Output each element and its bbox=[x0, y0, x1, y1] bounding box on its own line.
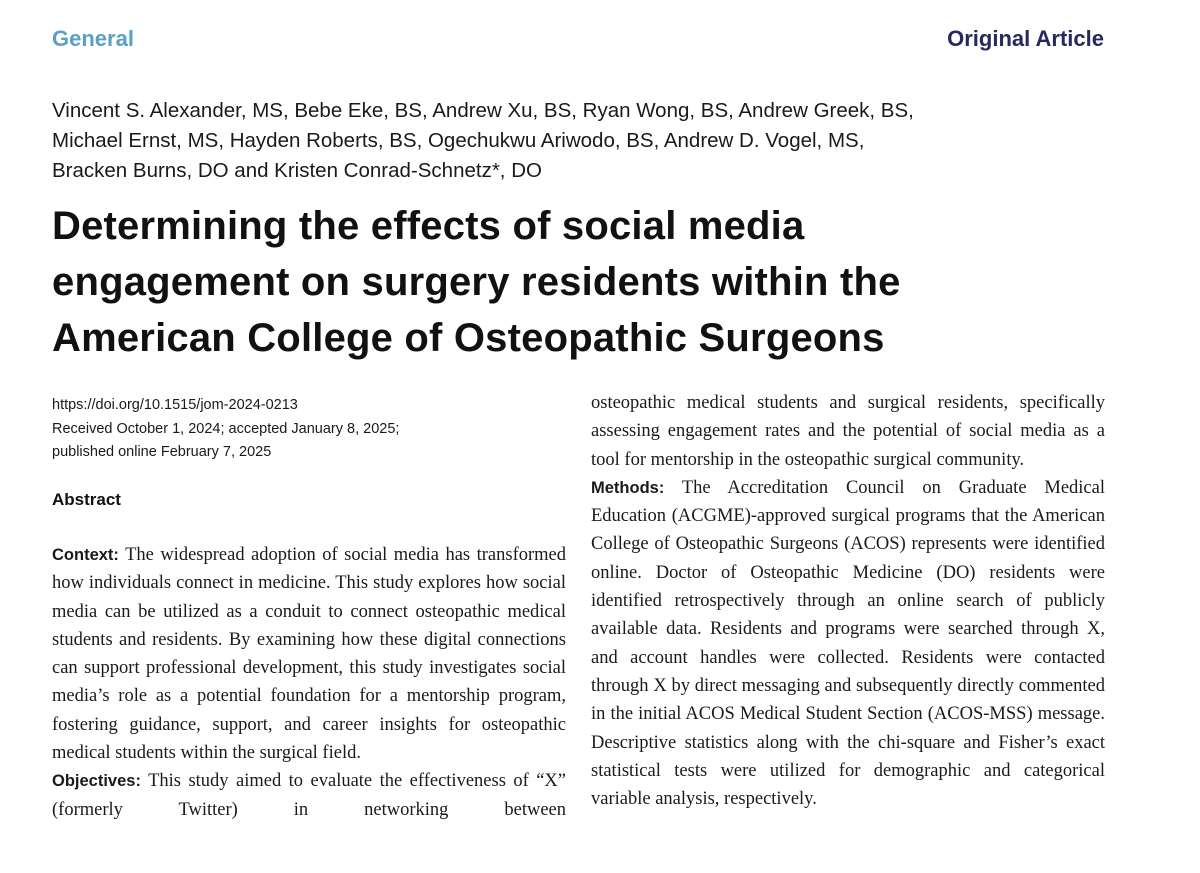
author-line: Vincent S. Alexander, MS, Bebe Eke, BS, Andrew Xu, BS, Ryan Wong, BS, Andrew Greek, BS, bbox=[52, 99, 914, 122]
received-date: Received October 1, 2024; accepted January 8, 2025; bbox=[52, 420, 400, 437]
section-label: General bbox=[52, 26, 134, 51]
abstract-heading: Abstract bbox=[52, 490, 121, 509]
published-date: published online February 7, 2025 bbox=[52, 444, 272, 460]
abstract-column-left bbox=[52, 541, 566, 824]
title-line: engagement on surgery residents within the bbox=[52, 260, 901, 304]
context-label: Context: bbox=[52, 546, 119, 564]
objectives-label: Objectives: bbox=[52, 772, 141, 791]
methods-text: The Accreditation Council on Graduate Medical Education (ACGME)-approved surgical programs that the American College of Osteopathic Surgeons (ACOS) represents were identified online. Doctor of Osteopathic Medicine (DO) residents were identified retrospectively through an online search of publicly available data. Residents and programs were searched through X, and account handles were collected. Residents were contacted through X by direct messaging and subsequently directly commented in the initial ACOS Medical Student Section (ACOS-MSS) message. Descriptive statistics along with the chi-square and Fisher’s exact statistical tests were utilized for demographic and categorical variable analysis, respectively. bbox=[591, 477, 1105, 810]
methods-paragraph bbox=[591, 474, 1105, 814]
author-line: Michael Ernst, MS, Hayden Roberts, BS, Ogechukwu Ariwodo, BS, Andrew D. Vogel, MS, bbox=[52, 129, 865, 152]
doi-link[interactable]: https://doi.org/10.1515/jom-2024-0213 bbox=[52, 397, 298, 413]
author-line: Bracken Burns, DO and Kristen Conrad-Schnetz*, DO bbox=[52, 159, 542, 182]
methods-label: Methods: bbox=[591, 478, 665, 497]
author-list bbox=[52, 96, 1132, 186]
objectives-continued-paragraph: osteopathic medical students and surgical residents, specifically assessing engagement rates and the potential of social media as a tool for mentorship in the osteopathic surgical community. bbox=[591, 393, 1105, 470]
abstract-column-right bbox=[591, 389, 1105, 813]
title-line: Determining the effects of social media bbox=[52, 204, 805, 248]
context-text: The widespread adoption of social media has transformed how individuals connect in medicine. This study explores how social media can be utilized as a conduit to connect osteopathic medical students and residents. By examining how these digital connections can support professional development, this study investigates social media’s role as a potential foundation for a mentorship program, fostering guidance, support, and career insights for osteopathic medical students within the surgical field. bbox=[52, 545, 566, 764]
title-line: American College of Osteopathic Surgeons bbox=[52, 316, 885, 360]
objectives-paragraph bbox=[52, 767, 566, 824]
article-title bbox=[52, 198, 1152, 366]
context-paragraph bbox=[52, 541, 566, 767]
article-meta bbox=[52, 394, 552, 465]
article-type-label: Original Article bbox=[947, 26, 1104, 51]
objectives-text: This study aimed to evaluate the effectiveness of “X” (formerly Twitter) in networking between bbox=[52, 771, 567, 820]
